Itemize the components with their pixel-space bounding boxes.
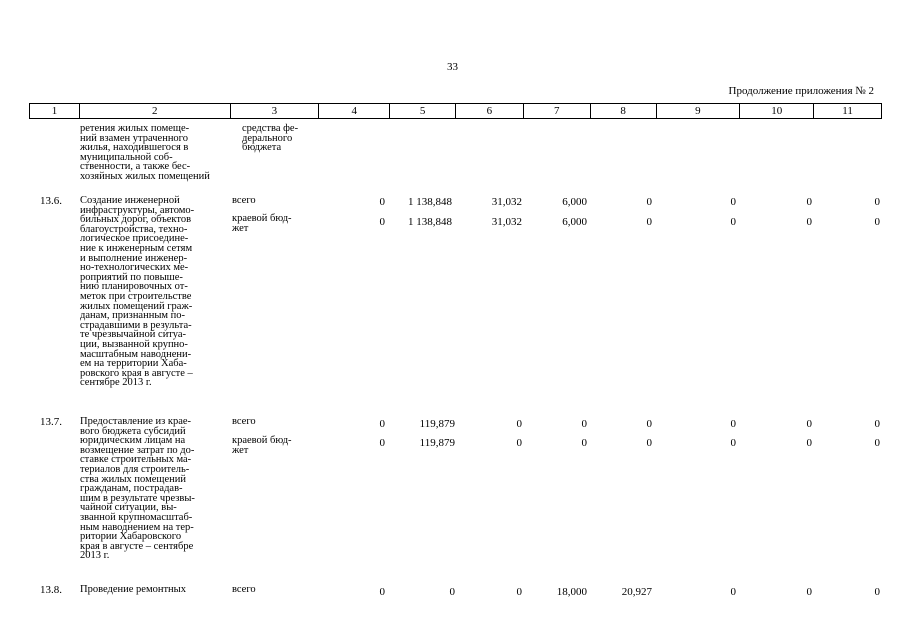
column-header: 3 [231,104,320,118]
value-cell: 0 [874,196,880,208]
value-cell: 0 [581,437,587,449]
funding-source-label: краевой бюд- жет [232,435,292,456]
value-cell: 0 [379,216,385,228]
value-cell: 0 [379,418,385,430]
column-header: 5 [390,104,456,118]
value-cell: 18,000 [556,586,587,598]
value-cell: 0 [806,216,812,228]
value-cell: 0 [874,437,880,449]
row-description: Предоставление из крае- вого бюджета субсидий юридическим лицам на возмещение затрат по до- ставке строительных ма- териалов для строитель- ства жилых помещений гражданам, пострадав- шим в результате чрезвы- чайной ситуации, вы- званной крупномасштаб- ным наводнением на тер- ритории Хабаровского края в августе – сентябре 2013 г. [80,416,195,562]
column-header: 8 [591,104,657,118]
value-cell: 119,879 [419,437,455,449]
column-header: 11 [842,105,853,117]
value-cell: 0 [806,196,812,208]
value-cell: 0 [730,216,736,228]
funding-source-label: краевой бюд- жет [232,213,292,234]
funding-source-label: всего [232,416,256,427]
value-cell: 0 [730,196,736,208]
value-cell: 0 [874,586,880,598]
value-cell: 31,032 [491,196,522,208]
column-header: 10 [740,104,814,118]
value-cell: 119,879 [419,418,455,430]
value-cell: 0 [581,418,587,430]
value-cell: 0 [646,216,652,228]
column-header: 2 [80,104,231,118]
row-number: 13.8. [40,584,62,596]
column-header: 9 [657,104,741,118]
value-cell: 0 [646,437,652,449]
value-cell: 0 [806,586,812,598]
row-description: Проведение ремонтных [80,584,186,595]
value-cell: 0 [516,418,522,430]
funding-source-label: всего [232,195,256,206]
value-cell: 0 [874,418,880,430]
value-cell: 0 [730,437,736,449]
value-cell: 6,000 [562,216,587,228]
value-cell: 0 [379,586,385,598]
column-header: 1 [30,104,80,118]
value-cell: 1 138,848 [408,216,452,228]
funding-source-label: средства фе- дерального бюджета [242,123,299,154]
appendix-note: Продолжение приложения № 2 [728,85,874,97]
table-header [29,103,882,119]
value-cell: 0 [806,418,812,430]
row-number: 13.7. [40,416,62,428]
page-number: 33 [447,61,458,73]
funding-source-label: всего [232,584,256,595]
value-cell: 0 [379,437,385,449]
column-header: 4 [319,104,390,118]
value-cell: 0 [516,586,522,598]
value-cell: 0 [449,586,455,598]
row-description: Создание инженерной инфраструктуры, автомо- бильных дорог, объектов благоустройства, техно- логическое присоедине- ние к инженерным сетям и выполнение инженер- но-технологических ме- роприятий по повыше- нию планировочных от- меток при строительстве жилых помещений граж- данам, признанным по- страдавшими в результа- те чрезвычайной ситуа- ции, вызванной крупно- масштабным наводнени- ем на территории Хаба- ровского края в августе – сентябре 2013 г. [80,195,195,389]
value-cell: 20,927 [621,586,652,598]
row-number: 13.6. [40,195,62,207]
value-cell: 6,000 [562,196,587,208]
value-cell: 31,032 [491,216,522,228]
value-cell: 0 [646,418,652,430]
value-cell: 0 [516,437,522,449]
value-cell: 0 [874,216,880,228]
value-cell: 1 138,848 [408,196,452,208]
row-description: ретения жилых помеще- ний взамен утраченного жилья, находившегося в муниципальной соб- ственности, а также бес- хозяйных жилых помещений [80,123,210,182]
value-cell: 0 [730,418,736,430]
value-cell: 0 [379,196,385,208]
column-header: 6 [456,104,524,118]
column-header: 7 [524,104,591,118]
value-cell: 0 [806,437,812,449]
value-cell: 0 [730,586,736,598]
value-cell: 0 [646,196,652,208]
